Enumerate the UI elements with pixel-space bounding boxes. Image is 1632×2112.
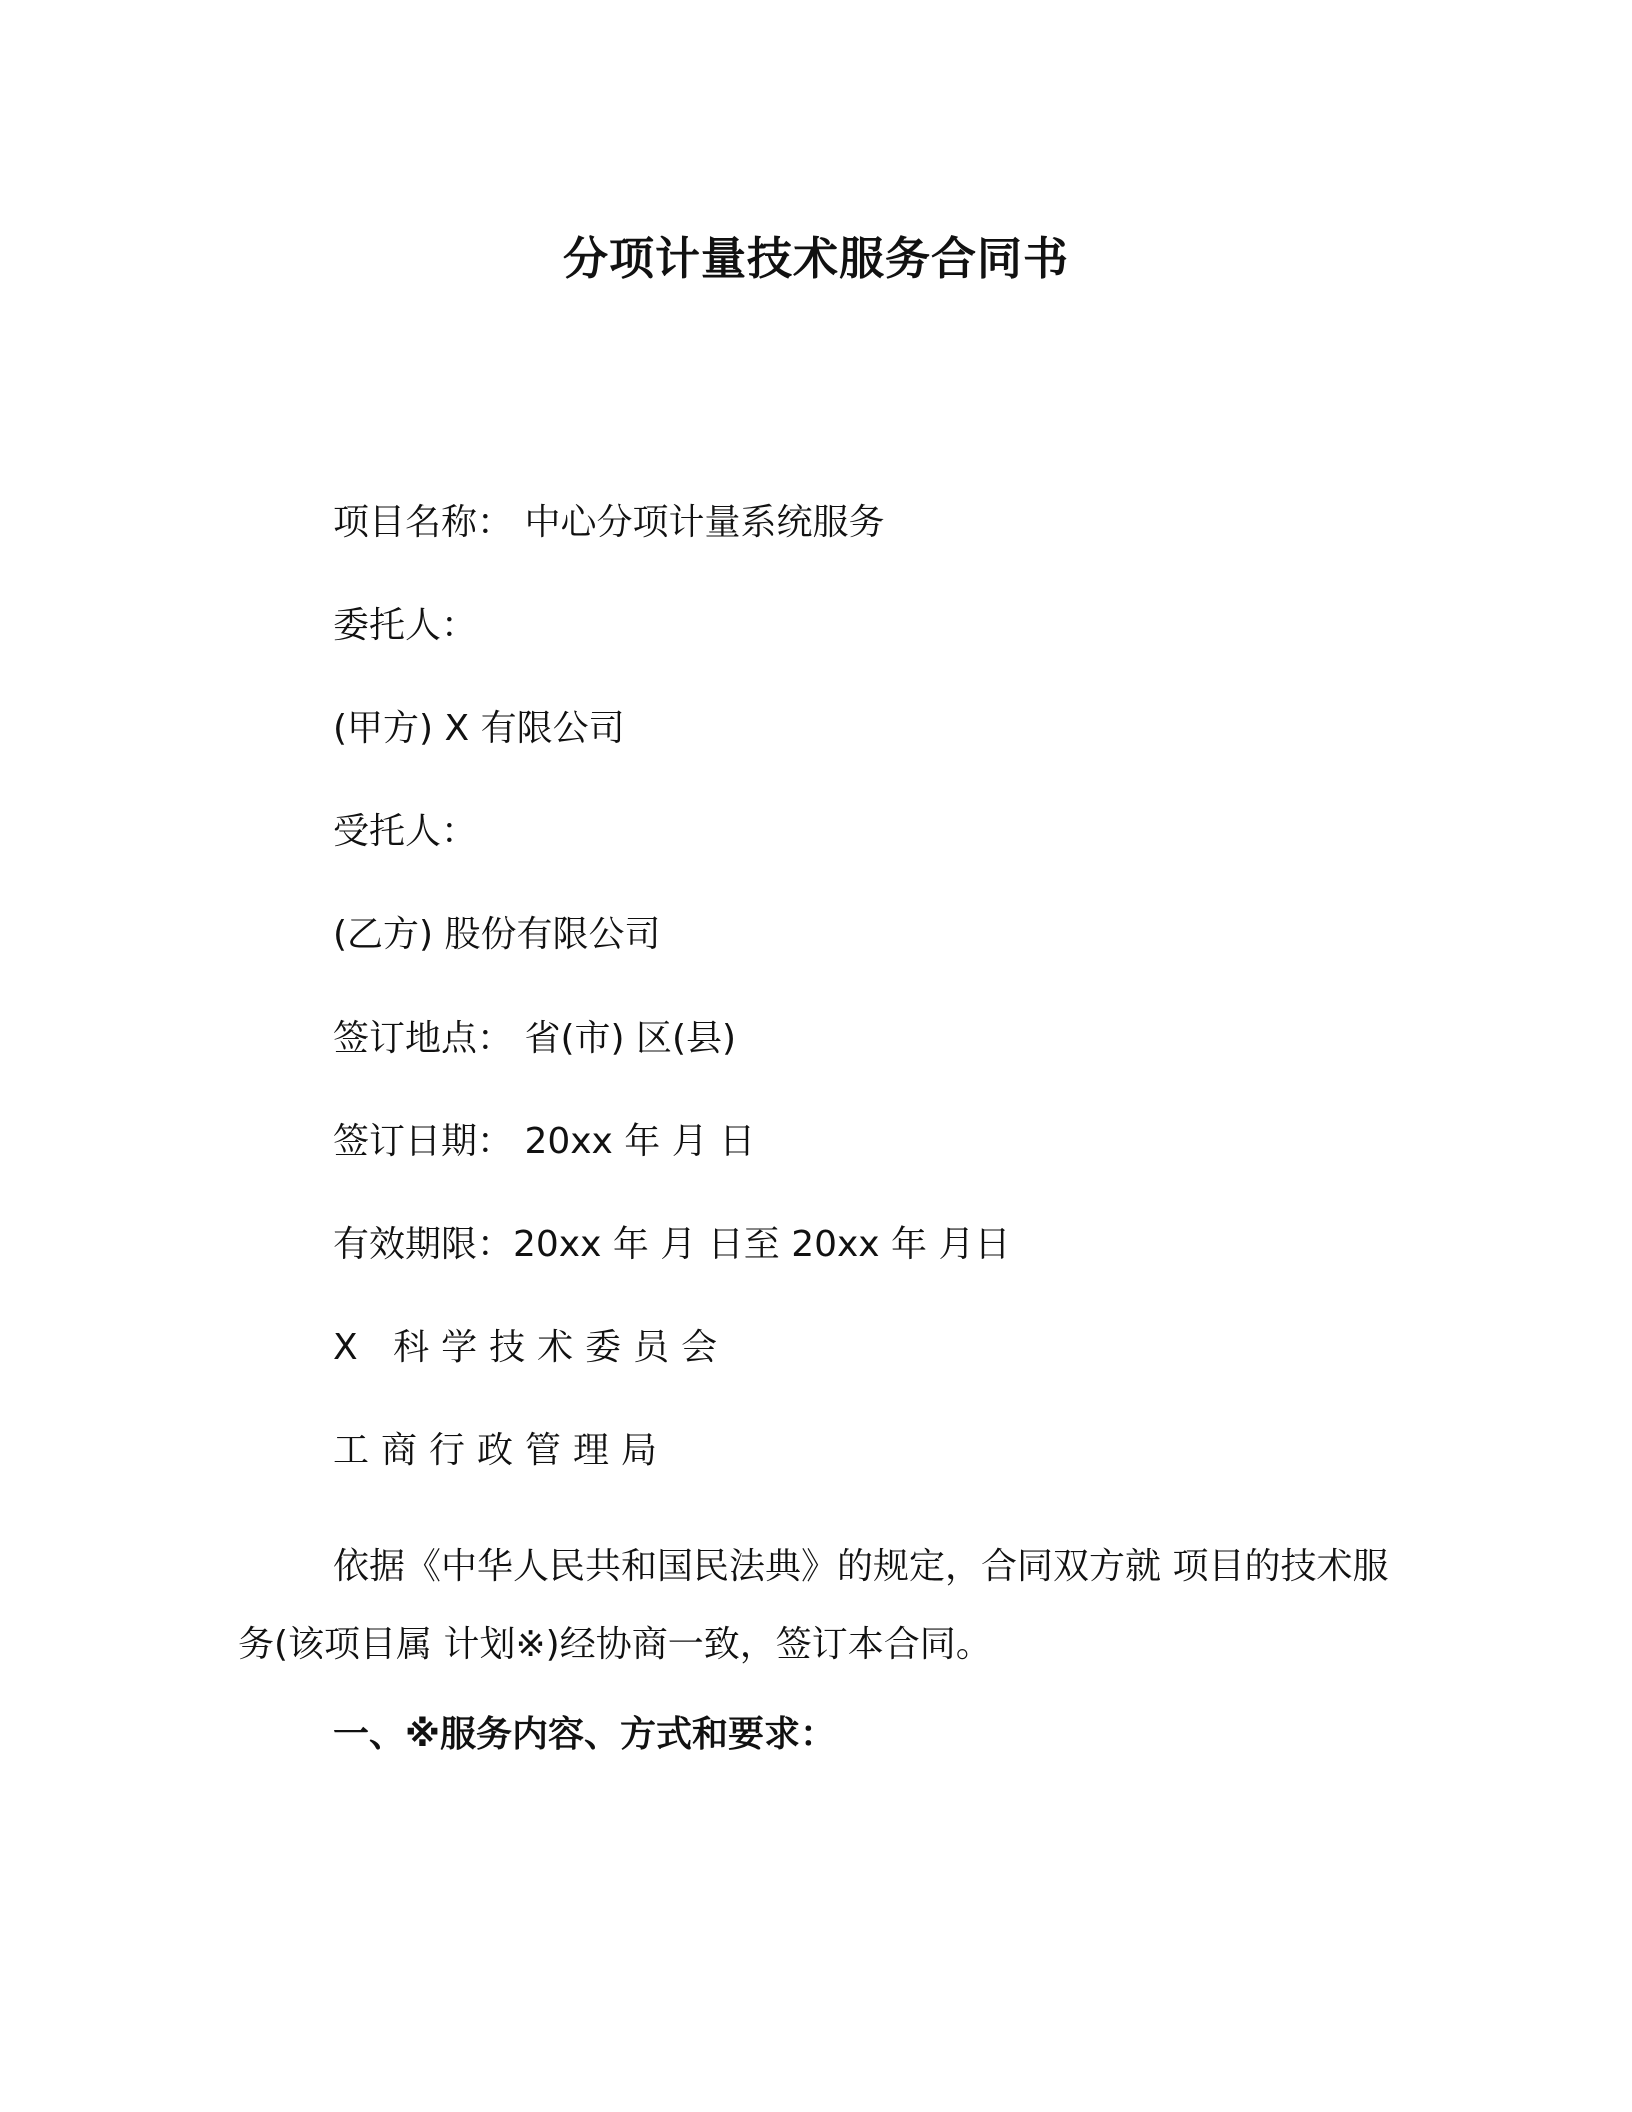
client-label: 委托人： xyxy=(333,605,478,646)
section-1-heading: 一、※服务内容、方式和要求： xyxy=(333,1714,836,1755)
party-b: (乙方) 股份有限公司 xyxy=(333,914,661,955)
intro-paragraph: 依据《中华人民共和国民法典》的规定，合同双方就 项目的技术服务(该项目属 计划※)经协商一致，签订本合同。 xyxy=(238,1546,1389,1665)
issuer-committee: X 科学技术委员会 xyxy=(333,1327,730,1368)
party-a: (甲方) X 有限公司 xyxy=(333,708,625,749)
document-title: 分项计量技术服务合同书 xyxy=(562,232,1069,285)
issuer-bureau: 工商行政管理局 xyxy=(333,1430,670,1471)
trustee-label: 受托人： xyxy=(333,811,478,852)
project-name-field: 项目名称： 中心分项计量系统服务 xyxy=(333,502,885,543)
validity-period-field: 有效期限：20xx 年 月 日至 20xx 年 月日 xyxy=(333,1224,1011,1265)
signing-place-field: 签订地点： 省(市) 区(县) xyxy=(333,1018,737,1059)
signing-date-field: 签订日期： 20xx 年 月 日 xyxy=(333,1121,756,1162)
